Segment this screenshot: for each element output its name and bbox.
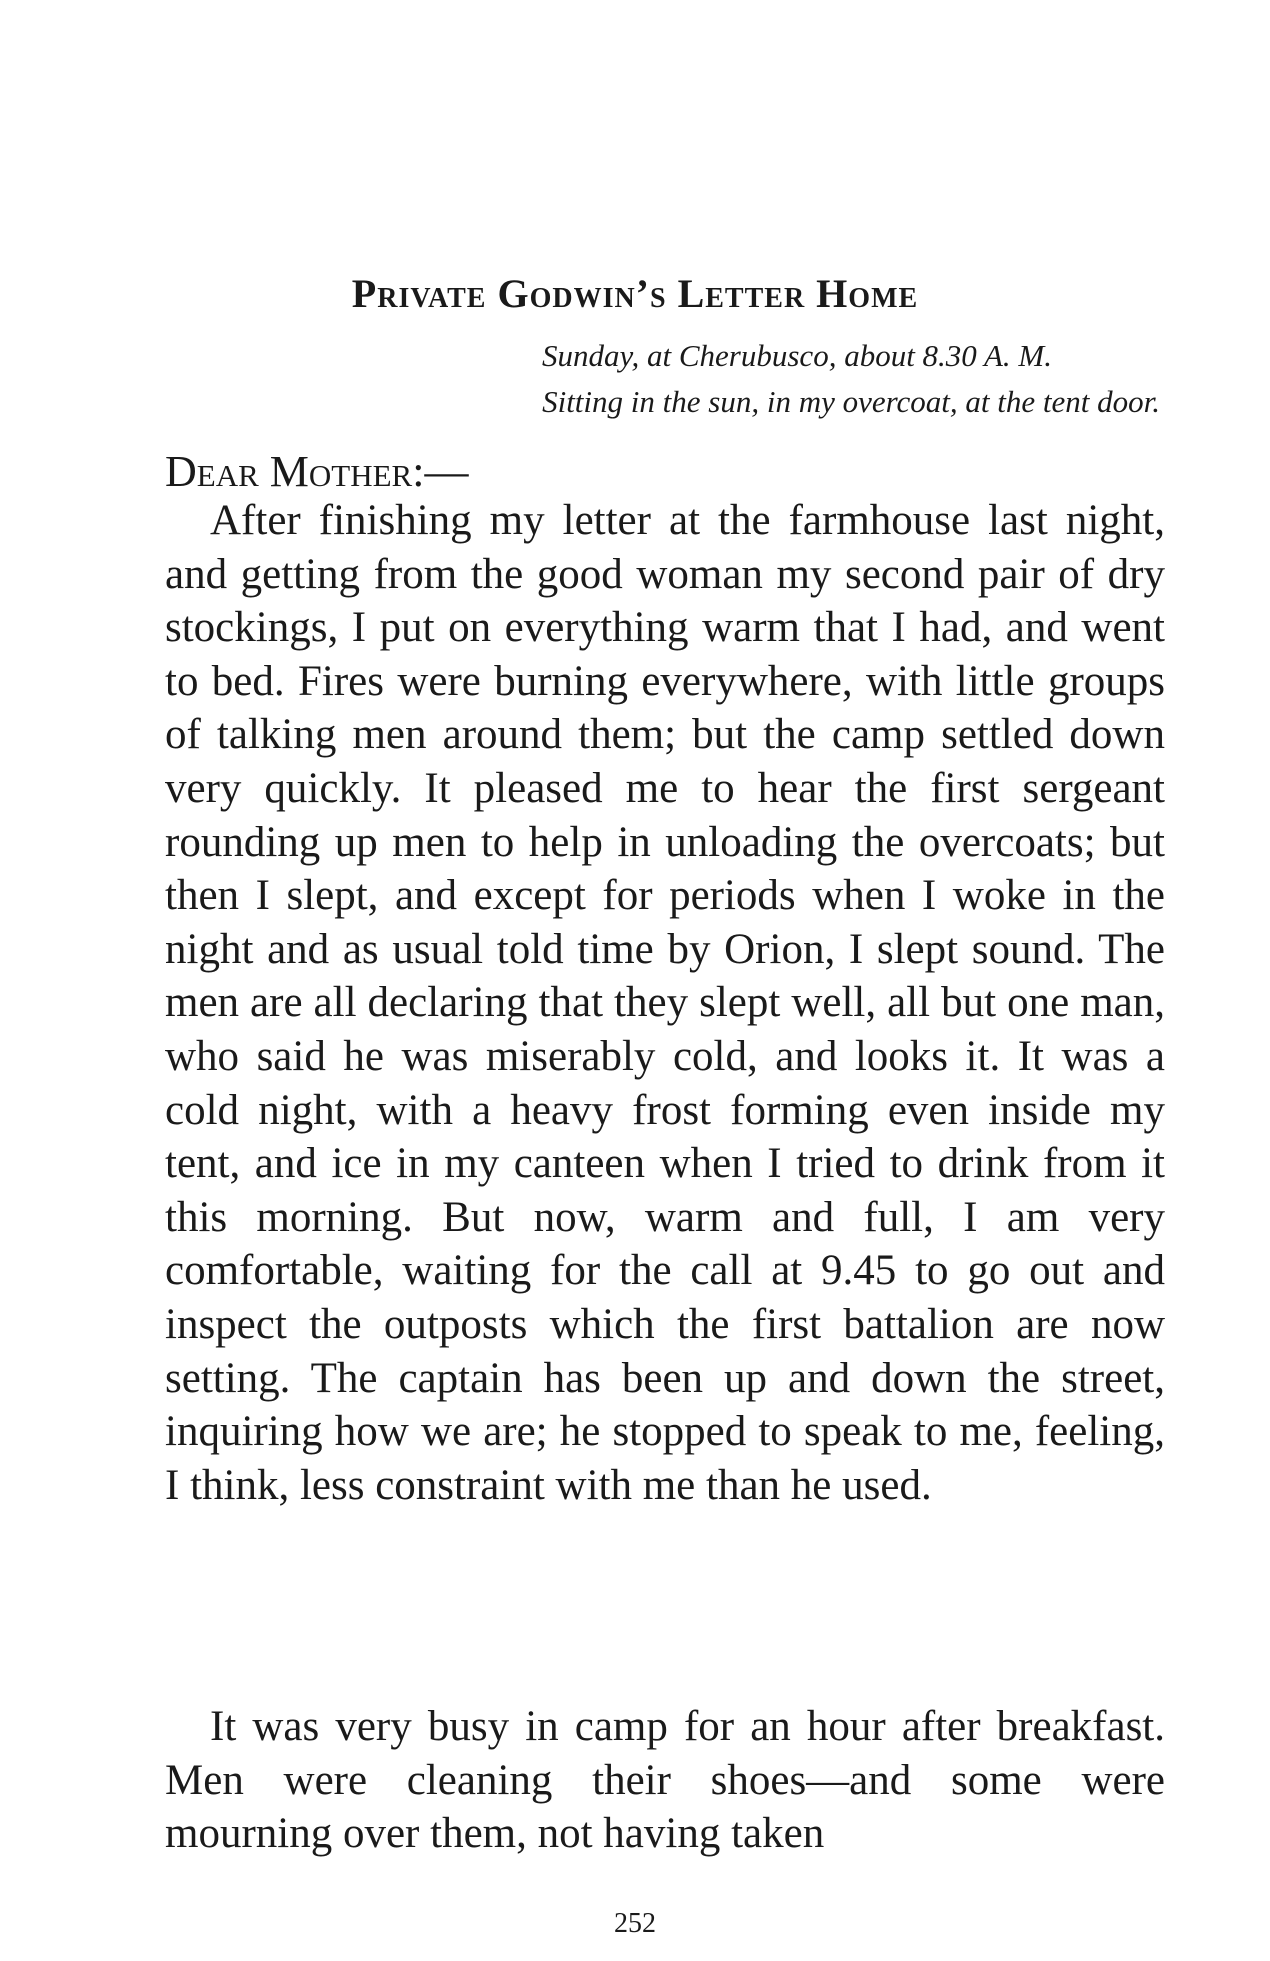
dateline-second: Sitting in the sun, in my overcoat, at the tent door.	[542, 384, 1160, 419]
letter-paragraph-2: It was very busy in camp for an hour after breakfast. Men were cleaning their shoes—and some were mourning over them, not having taken	[165, 1703, 1165, 1858]
letter-salutation: Dear Mother:—	[165, 447, 469, 496]
letter-paragraph-1: After finishing my letter at the farmhouse last night, and getting from the good woman my second pair of dry stockings, I put on everything warm that I had, and went to bed. Fires were burning everywhere, with little groups of talking men around them; but the camp settled down very quickly. It pleased me to hear the first sergeant rounding up men to help in unloading the overcoats; but then I slept, and except for periods when I woke in the night and as usual told time by Orion, I slept sound. The men are all declaring that they slept well, all but one man, who said he was miserably cold, and looks it. It was a cold night, with a heavy frost forming even inside my tent, and ice in my canteen when I tried to drink from it this morning. But now, warm and full, I am very comfortable, waiting for the call at 9.45 to go out and inspect the outposts which the first battalion are now setting. The captain has been up and down the street, inquiring how we are; he stopped to speak to me, feeling, I think, less constraint with me than he used.	[165, 497, 1165, 1509]
page-number: 252	[614, 1908, 656, 1939]
chapter-title: Private Godwin’s Letter Home	[351, 271, 919, 316]
dateline-first: Sunday, at Cherubusco, about 8.30 A. M.	[541, 338, 1052, 373]
